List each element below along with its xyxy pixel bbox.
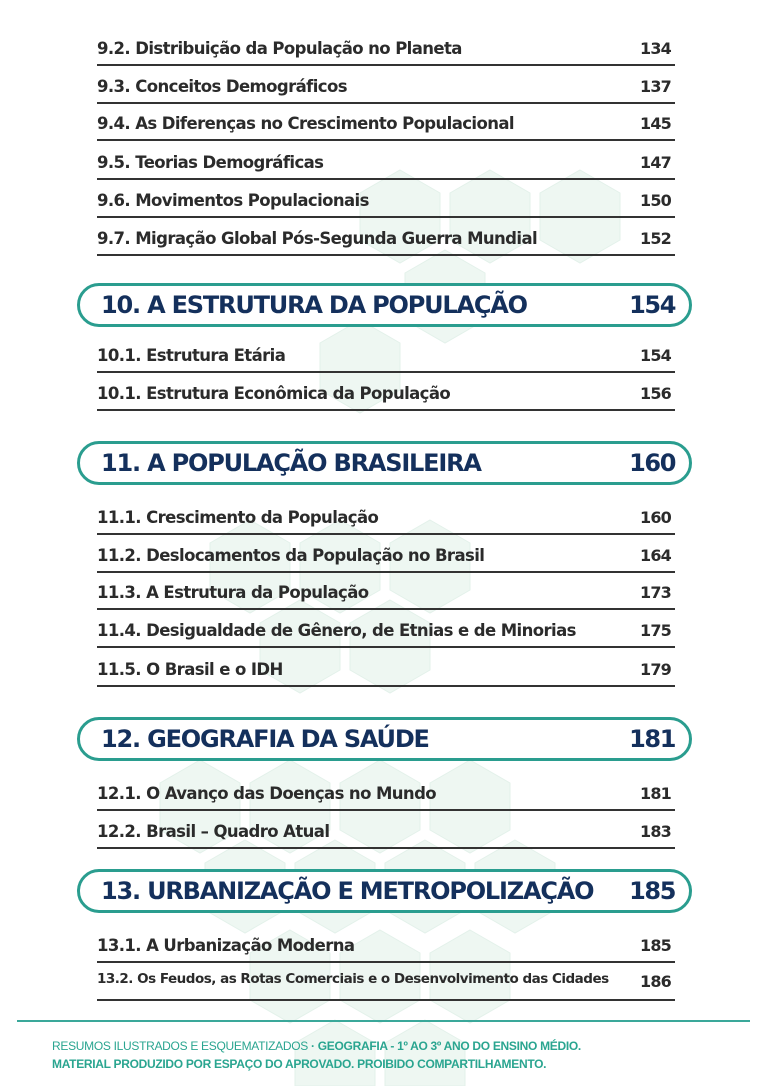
chapter-title: 11. A POPULAÇÃO BRASILEIRA [101,449,481,477]
chapter-page: 154 [629,291,675,319]
toc-entry-page: 181 [640,784,671,803]
toc-entry-label: 9.3. Conceitos Demográficos [97,77,347,96]
toc-entry-label: 11.5. O Brasil e o IDH [97,660,283,679]
chapter-page: 185 [629,877,675,905]
toc-entry-9-7[interactable] [97,219,675,256]
toc-entry-page: 134 [640,39,671,58]
toc-entry-9-2[interactable] [97,29,675,66]
chapter-title: 13. URBANIZAÇÃO E METROPOLIZAÇÃO [101,877,594,905]
toc-entry-page: 185 [640,936,671,955]
toc-entry-page: 147 [640,153,671,172]
toc-entry-page: 186 [640,972,671,991]
toc-entry-label: 11.3. A Estrutura da População [97,583,369,602]
toc-entry-label: 9.6. Movimentos Populacionais [97,191,369,210]
toc-entry-label: 11.2. Deslocamentos da População no Brasil [97,546,485,565]
toc-entry-10-1[interactable] [97,336,675,373]
toc-entry-9-5[interactable] [97,143,675,180]
toc-entry-page: 175 [640,621,671,640]
toc-entry-label: 10.1. Estrutura Econômica da População [97,384,451,403]
footer-divider [17,1020,750,1022]
toc-chapter-11[interactable] [77,441,692,485]
toc-entry-label: 12.2. Brasil – Quadro Atual [97,822,330,841]
toc-entry-label: 13.2. Os Feudos, as Rotas Comerciais e o Desenvolvimento das Cidades [97,971,609,987]
chapter-title: 10. A ESTRUTURA DA POPULAÇÃO [101,291,527,319]
toc-entry-page: 145 [640,114,671,133]
chapter-page: 160 [629,449,675,477]
toc-entry-page: 154 [640,346,671,365]
toc-entry-label: 9.2. Distribuição da População no Planeta [97,39,462,58]
toc-entry-label: 11.4. Desigualdade de Gênero, de Etnias e de Minorias [97,621,576,640]
toc-chapter-13[interactable] [77,869,692,913]
toc-entry-label: 9.7. Migração Global Pós-Segunda Guerra Mundial [97,229,538,248]
toc-entry-10-2[interactable] [97,374,675,411]
toc-entry-label: 9.5. Teorias Demográficas [97,153,324,172]
toc-entry-page: 152 [640,229,671,248]
toc-entry-13-1[interactable] [97,926,675,963]
toc-entry-page: 156 [640,384,671,403]
toc-entry-page: 183 [640,822,671,841]
toc-entry-label: 13.1. A Urbanização Moderna [97,936,355,955]
toc-entry-13-2[interactable] [97,963,675,1001]
toc-entry-page: 137 [640,77,671,96]
toc-entry-9-4[interactable] [97,104,675,141]
toc-entry-12-2[interactable] [97,812,675,849]
toc-entry-page: 160 [640,508,671,527]
toc-entry-page: 164 [640,546,671,565]
toc-chapter-10[interactable] [77,283,692,327]
toc-entry-11-5[interactable] [97,650,675,687]
footer-line-1 [52,1039,732,1053]
toc-entry-page: 173 [640,583,671,602]
toc-entry-page: 150 [640,191,671,210]
toc-entry-9-6[interactable] [97,181,675,218]
footer-line-2: MATERIAL PRODUZIDO POR ESPAÇO DO APROVADO. PROIBIDO COMPARTILHAMENTO. [52,1057,547,1071]
toc-entry-11-2[interactable] [97,536,675,573]
toc-entry-label: 10.1. Estrutura Etária [97,346,286,365]
toc-entry-label: 9.4. As Diferenças no Crescimento Populacional [97,114,514,133]
toc-entry-9-3[interactable] [97,67,675,104]
toc-chapter-12[interactable] [77,717,692,761]
toc-entry-label: 12.1. O Avanço das Doenças no Mundo [97,784,437,803]
toc-entry-11-1[interactable] [97,498,675,535]
toc-entry-page: 179 [640,660,671,679]
toc-entry-11-4[interactable] [97,611,675,648]
toc-entry-label: 11.1. Crescimento da População [97,508,379,527]
toc-entry-12-1[interactable] [97,774,675,811]
toc-entry-11-3[interactable] [97,573,675,610]
chapter-title: 12. GEOGRAFIA DA SAÚDE [101,725,429,753]
footer-subject: · GEOGRAFIA - 1º AO 3º ANO DO ENSINO MÉDIO. [311,1039,581,1053]
chapter-page: 181 [629,725,675,753]
footer-series-name: RESUMOS ILUSTRADOS E ESQUEMATIZADOS [52,1039,308,1053]
